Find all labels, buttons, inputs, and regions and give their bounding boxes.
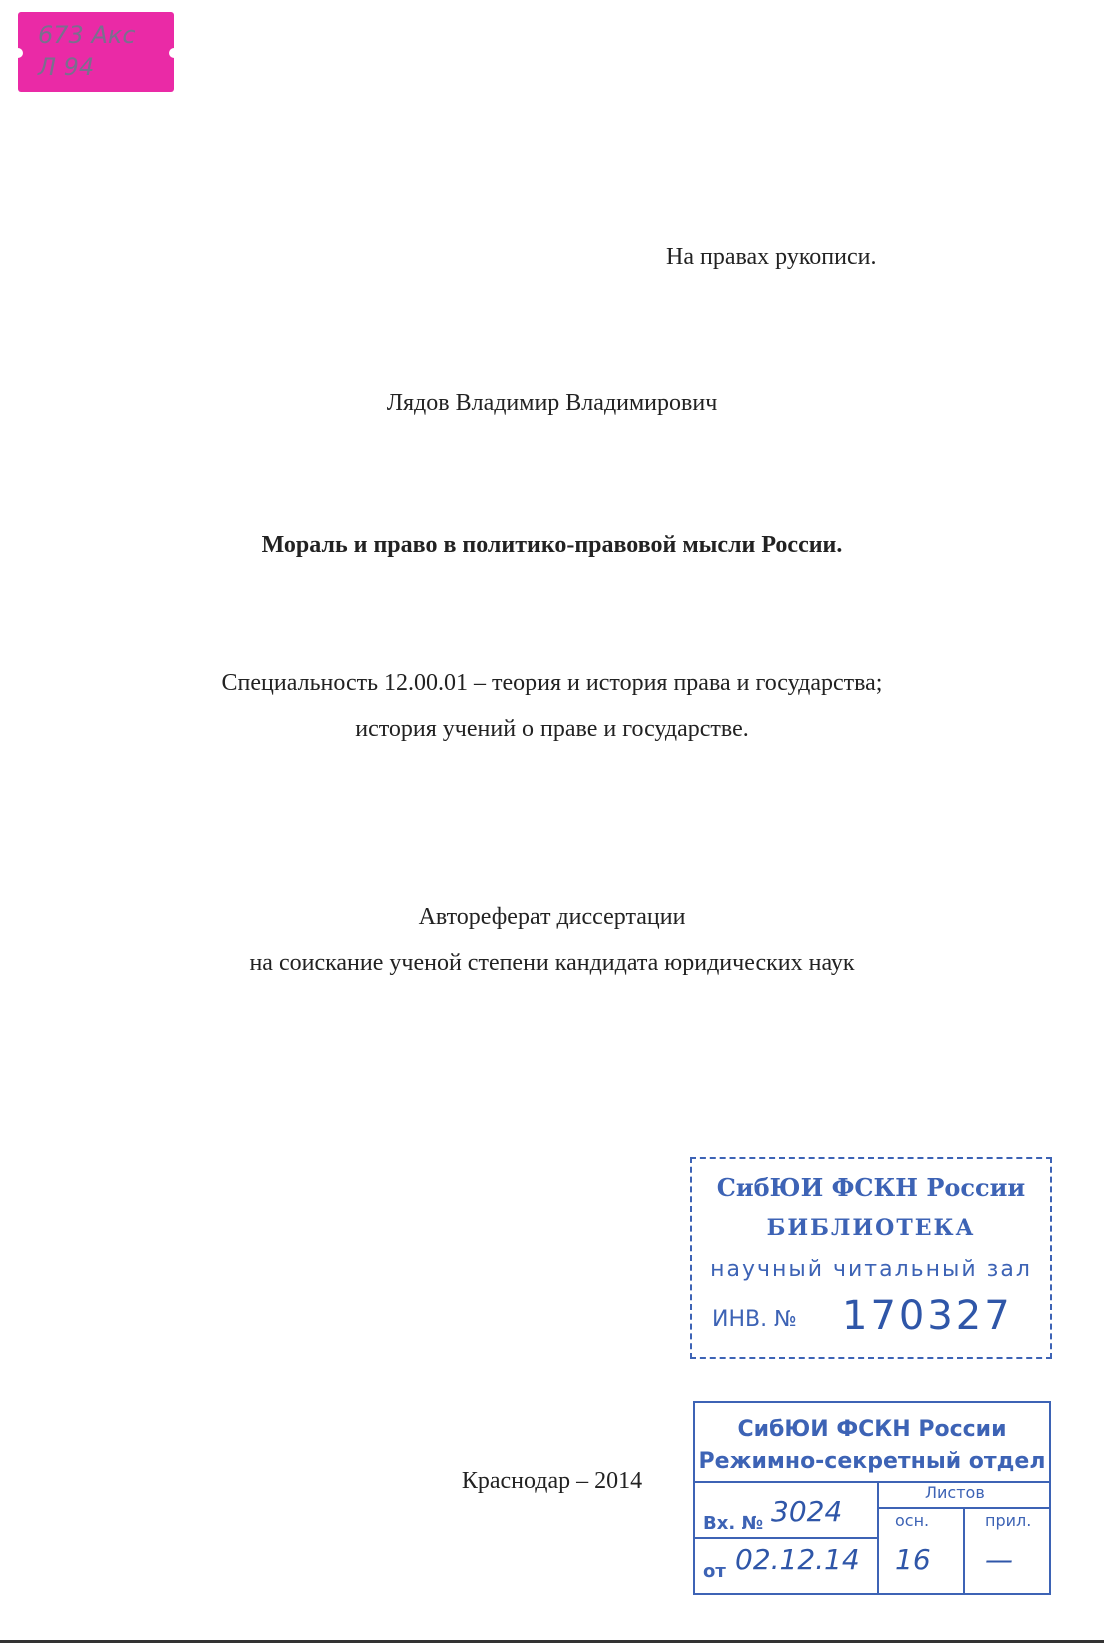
library-stamp xyxy=(690,1157,1052,1359)
specialty-line1: Специальность 12.00.01 – теория и история права и государства; xyxy=(221,670,883,696)
secret-stamp-appendix-label: прил. xyxy=(985,1511,1032,1530)
library-stamp-hall: научный читальный зал xyxy=(710,1257,1032,1282)
sticker-code-line2: Л 94 xyxy=(38,53,95,81)
abstract-line2: на соискание ученой степени кандидата юридических наук xyxy=(249,950,855,976)
secret-dept-stamp xyxy=(693,1401,1051,1595)
secret-stamp-institution: СибЮИ ФСКН России xyxy=(737,1417,1007,1442)
secret-stamp-date-label: от xyxy=(703,1561,726,1582)
secret-stamp-main-label: осн. xyxy=(895,1511,930,1530)
city-year: Краснодар – 2014 xyxy=(461,1468,643,1494)
specialty-line2: история учений о праве и государстве. xyxy=(355,716,749,742)
secret-stamp-divider-vertical xyxy=(877,1481,879,1593)
secret-stamp-divider xyxy=(695,1537,877,1539)
sticker-code-line1: 673 Акс xyxy=(38,21,136,49)
library-sticker xyxy=(18,12,174,92)
rights-note: На правах рукописи. xyxy=(666,244,877,270)
document-title: Мораль и право в политико-правовой мысли России. xyxy=(261,532,843,558)
secret-stamp-sheets-label: Листов xyxy=(925,1483,985,1502)
library-stamp-inv-label: ИНВ. № xyxy=(712,1307,797,1332)
secret-stamp-department: Режимно-секретный отдел xyxy=(698,1449,1046,1474)
scan-bottom-edge xyxy=(0,1640,1104,1643)
secret-stamp-incoming-number: 3024 xyxy=(771,1495,843,1528)
sticker-notch-right xyxy=(169,48,179,58)
secret-stamp-divider xyxy=(695,1481,1049,1483)
secret-stamp-divider-vertical xyxy=(963,1507,965,1593)
secret-stamp-main-sheets: 16 xyxy=(895,1543,931,1576)
library-stamp-institution: СибЮИ ФСКН России xyxy=(716,1173,1026,1202)
secret-stamp-incoming-label: Вх. № xyxy=(703,1513,764,1534)
sticker-notch-left xyxy=(13,48,23,58)
secret-stamp-appendix-sheets: — xyxy=(985,1543,1013,1576)
author-name: Лядов Владимир Владимирович xyxy=(386,390,718,416)
abstract-line1: Автореферат диссертации xyxy=(418,904,686,930)
library-stamp-library: БИБЛИОТЕКА xyxy=(766,1215,976,1241)
secret-stamp-date-value: 02.12.14 xyxy=(735,1543,860,1576)
library-stamp-inv-number: 170327 xyxy=(842,1293,1013,1339)
secret-stamp-divider xyxy=(877,1507,1049,1509)
